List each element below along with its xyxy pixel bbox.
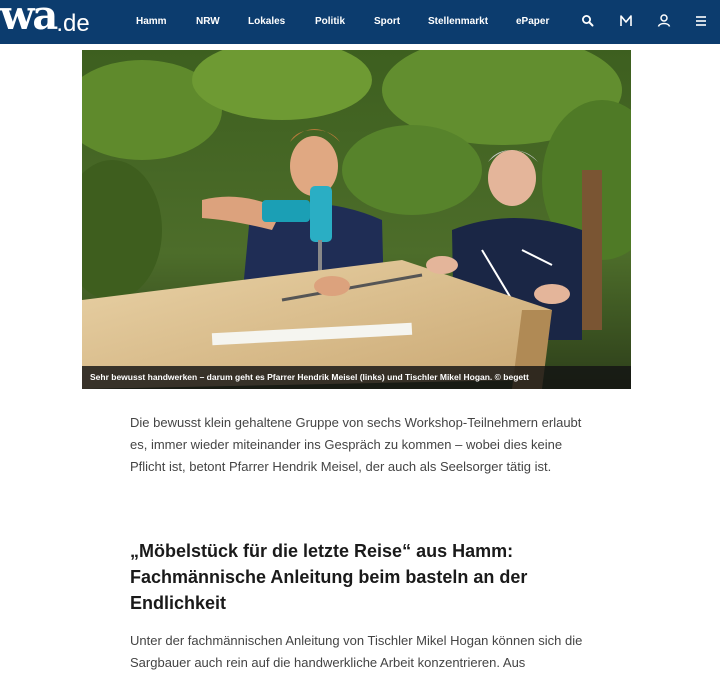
merkliste-icon[interactable]	[616, 11, 636, 31]
nav-item-epaper[interactable]: ePaper	[516, 16, 550, 27]
nav-item-politik[interactable]: Politik	[315, 16, 346, 27]
workshop-photo	[82, 50, 631, 389]
article-paragraph: Die bewusst klein gehaltene Gruppe von sechs Workshop-Teilnehmern erlaubt es, immer wieder miteinander ins Gespräch zu kommen – wobei dies keine Pflicht ist, betont Pfarrer Hendrik Meisel, der auch als Seelsorger tätig ist.	[130, 415, 582, 474]
image-caption: Sehr bewusst handwerken – darum geht es Pfarrer Hendrik Meisel (links) und Tischler Mikel Hogan. © begett	[82, 366, 631, 389]
site-header	[0, 0, 720, 44]
nav-item-lokales[interactable]: Lokales	[248, 16, 286, 27]
article-paragraph: Unter der fachmännischen Anleitung von Tischler Mikel Hogan können sich die Sargbauer auch rein auf die handwerkliche Arbeit konzentrieren. Aus	[130, 633, 583, 670]
nav-item-sport[interactable]: Sport	[374, 16, 401, 27]
logo-domain: .de	[56, 10, 90, 37]
user-icon[interactable]	[654, 11, 674, 31]
nav-item-stellenmarkt[interactable]: Stellenmarkt	[428, 16, 489, 27]
menu-icon[interactable]	[691, 11, 711, 31]
article-hero-image	[82, 50, 631, 389]
site-logo[interactable]	[0, 0, 90, 44]
search-icon[interactable]	[578, 11, 598, 31]
logo-wordmark: wa	[0, 0, 57, 39]
nav-item-nrw[interactable]: NRW	[196, 16, 220, 27]
nav-item-hamm[interactable]: Hamm	[136, 16, 167, 27]
article-subheading: „Möbelstück für die letzte Reise“ aus Hamm: Fachmännische Anleitung beim basteln an der Endlichkeit	[130, 541, 528, 613]
